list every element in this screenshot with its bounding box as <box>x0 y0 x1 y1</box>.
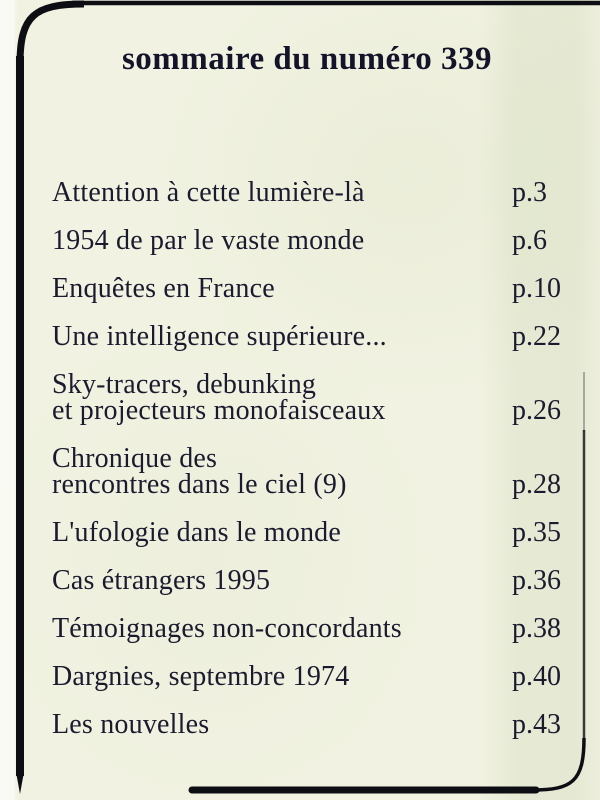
toc-entry-page: p.35 <box>512 517 561 548</box>
toc-entry-page: p.43 <box>512 709 561 740</box>
toc-entry-page: p.22 <box>512 321 561 352</box>
toc-entry-line: Cas étrangers 1995 <box>52 565 271 596</box>
toc-entry-title <box>52 661 512 692</box>
toc-entry-line: Une intelligence supérieure... <box>52 321 387 352</box>
toc-entry-page: p.26 <box>512 395 561 426</box>
toc-entry-line: L'ufologie dans le monde <box>52 517 341 548</box>
toc-entry-line: 1954 de par le vaste monde <box>52 225 365 256</box>
toc-entry <box>52 321 586 352</box>
toc-entry-title <box>52 321 512 352</box>
toc-entry-page: p.38 <box>512 613 561 644</box>
toc-entry-page: p.3 <box>512 177 547 208</box>
toc-entry-line: Sky-tracers, debunking <box>52 369 317 400</box>
toc-entry-page: p.10 <box>512 273 561 304</box>
toc-entry-title <box>52 369 512 426</box>
toc-entry-title <box>52 565 512 596</box>
toc-list <box>52 177 586 760</box>
toc-entry-line: Témoignages non-concordants <box>52 613 402 644</box>
page-title: sommaire du numéro 339 <box>121 41 493 77</box>
toc-entry-page: p.28 <box>512 469 561 500</box>
toc-entry <box>52 369 586 426</box>
toc-entry-title <box>52 225 512 256</box>
toc-entry <box>52 273 586 304</box>
toc-entry-title <box>52 273 512 304</box>
toc-entry <box>52 613 586 644</box>
toc-entry-line: Enquêtes en France <box>52 273 275 304</box>
toc-entry <box>52 565 586 596</box>
toc-entry-title <box>52 517 512 548</box>
toc-entry <box>52 661 586 692</box>
toc-entry-page: p.6 <box>512 225 547 256</box>
toc-entry <box>52 709 586 740</box>
toc-entry-line: Les nouvelles <box>52 709 210 740</box>
toc-entry-title <box>52 613 512 644</box>
toc-entry-line: Chronique des <box>52 443 218 474</box>
toc-entry <box>52 225 586 256</box>
toc-entry <box>52 517 586 548</box>
toc-entry-page: p.40 <box>512 661 561 692</box>
toc-entry-line: et projecteurs monofaisceaux <box>52 395 386 426</box>
toc-entry <box>52 177 586 208</box>
toc-entry <box>52 443 586 500</box>
toc-entry-line: Attention à cette lumière-là <box>52 177 365 208</box>
toc-entry-title <box>52 443 512 500</box>
toc-entry-page: p.36 <box>512 565 561 596</box>
toc-entry-line: rencontres dans le ciel (9) <box>52 469 347 500</box>
toc-entry-title <box>52 709 512 740</box>
toc-entry-title <box>52 177 512 208</box>
toc-entry-line: Dargnies, septembre 1974 <box>52 661 350 692</box>
